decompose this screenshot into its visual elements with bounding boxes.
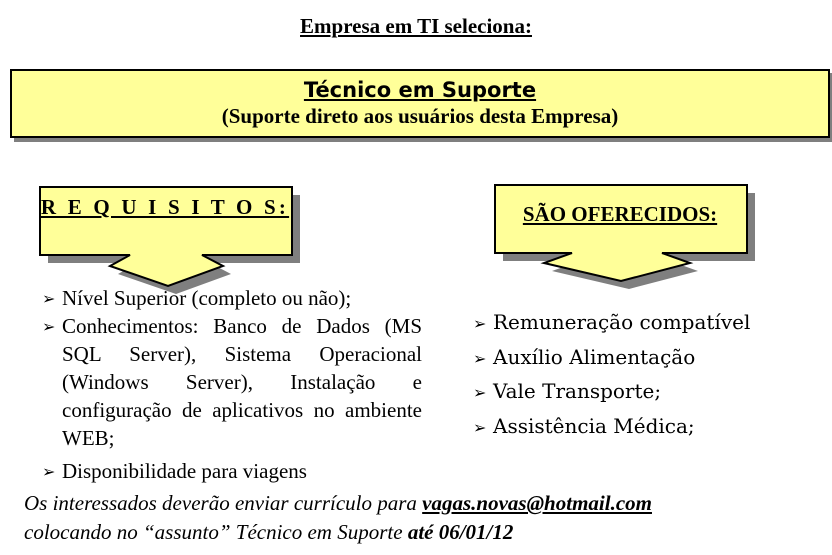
arrowhead-bullet-icon: ➢ [473, 417, 487, 437]
instructions-line-1 [24, 489, 824, 518]
list-item-text: Vale Transporte; [493, 379, 662, 403]
arrowhead-bullet-icon: ➢ [42, 462, 56, 481]
list-item [473, 305, 803, 340]
list-item [473, 409, 803, 444]
arrowhead-bullet-icon: ➢ [473, 314, 487, 333]
contact-email: vagas.novas@hotmail.com [422, 491, 652, 515]
list-item-text: Disponibilidade para viagens [62, 459, 307, 483]
list-item-text: Auxílio Alimentação [493, 344, 696, 369]
arrowhead-bullet-icon: ➢ [42, 317, 56, 336]
oferecidos-label: SÃO OFERECIDOS: [522, 202, 718, 226]
job-title: Técnico em Suporte [303, 78, 537, 102]
arrowhead-bullet-icon: ➢ [473, 348, 487, 368]
application-instructions [24, 489, 824, 547]
instructions-line-2 [24, 518, 824, 547]
list-item-text: Conhecimentos: Banco de Dados (MS SQL Server), Sistema Operacional (Windows Server), Instalação e configuração de aplicativos no ambiente WEB; [62, 314, 422, 450]
requisitos-label: R E Q U I S I T O S: [40, 195, 290, 219]
instructions-text: Os interessados deverão enviar currículo para [24, 491, 423, 515]
instructions-text: colocando no “assunto” Técnico em Suporte [24, 520, 408, 544]
deadline-text: até 06/01/12 [407, 520, 514, 544]
requisitos-list [42, 284, 422, 485]
job-subtitle: (Suporte direto aos usuários desta Empresa) [221, 104, 619, 128]
oferecidos-list [473, 305, 803, 443]
list-item [473, 374, 803, 409]
list-item-text: Remuneração compatível [493, 310, 751, 334]
arrowhead-bullet-icon: ➢ [473, 383, 487, 402]
page-heading: Empresa em TI seleciona: [300, 14, 532, 38]
list-item-text: Assistência Médica; [493, 413, 695, 438]
list-item [42, 457, 422, 485]
list-item [473, 340, 803, 375]
list-item [42, 312, 422, 452]
arrowhead-bullet-icon: ➢ [42, 289, 56, 308]
list-item [42, 284, 422, 312]
list-item-text: Nível Superior (completo ou não); [62, 286, 352, 310]
